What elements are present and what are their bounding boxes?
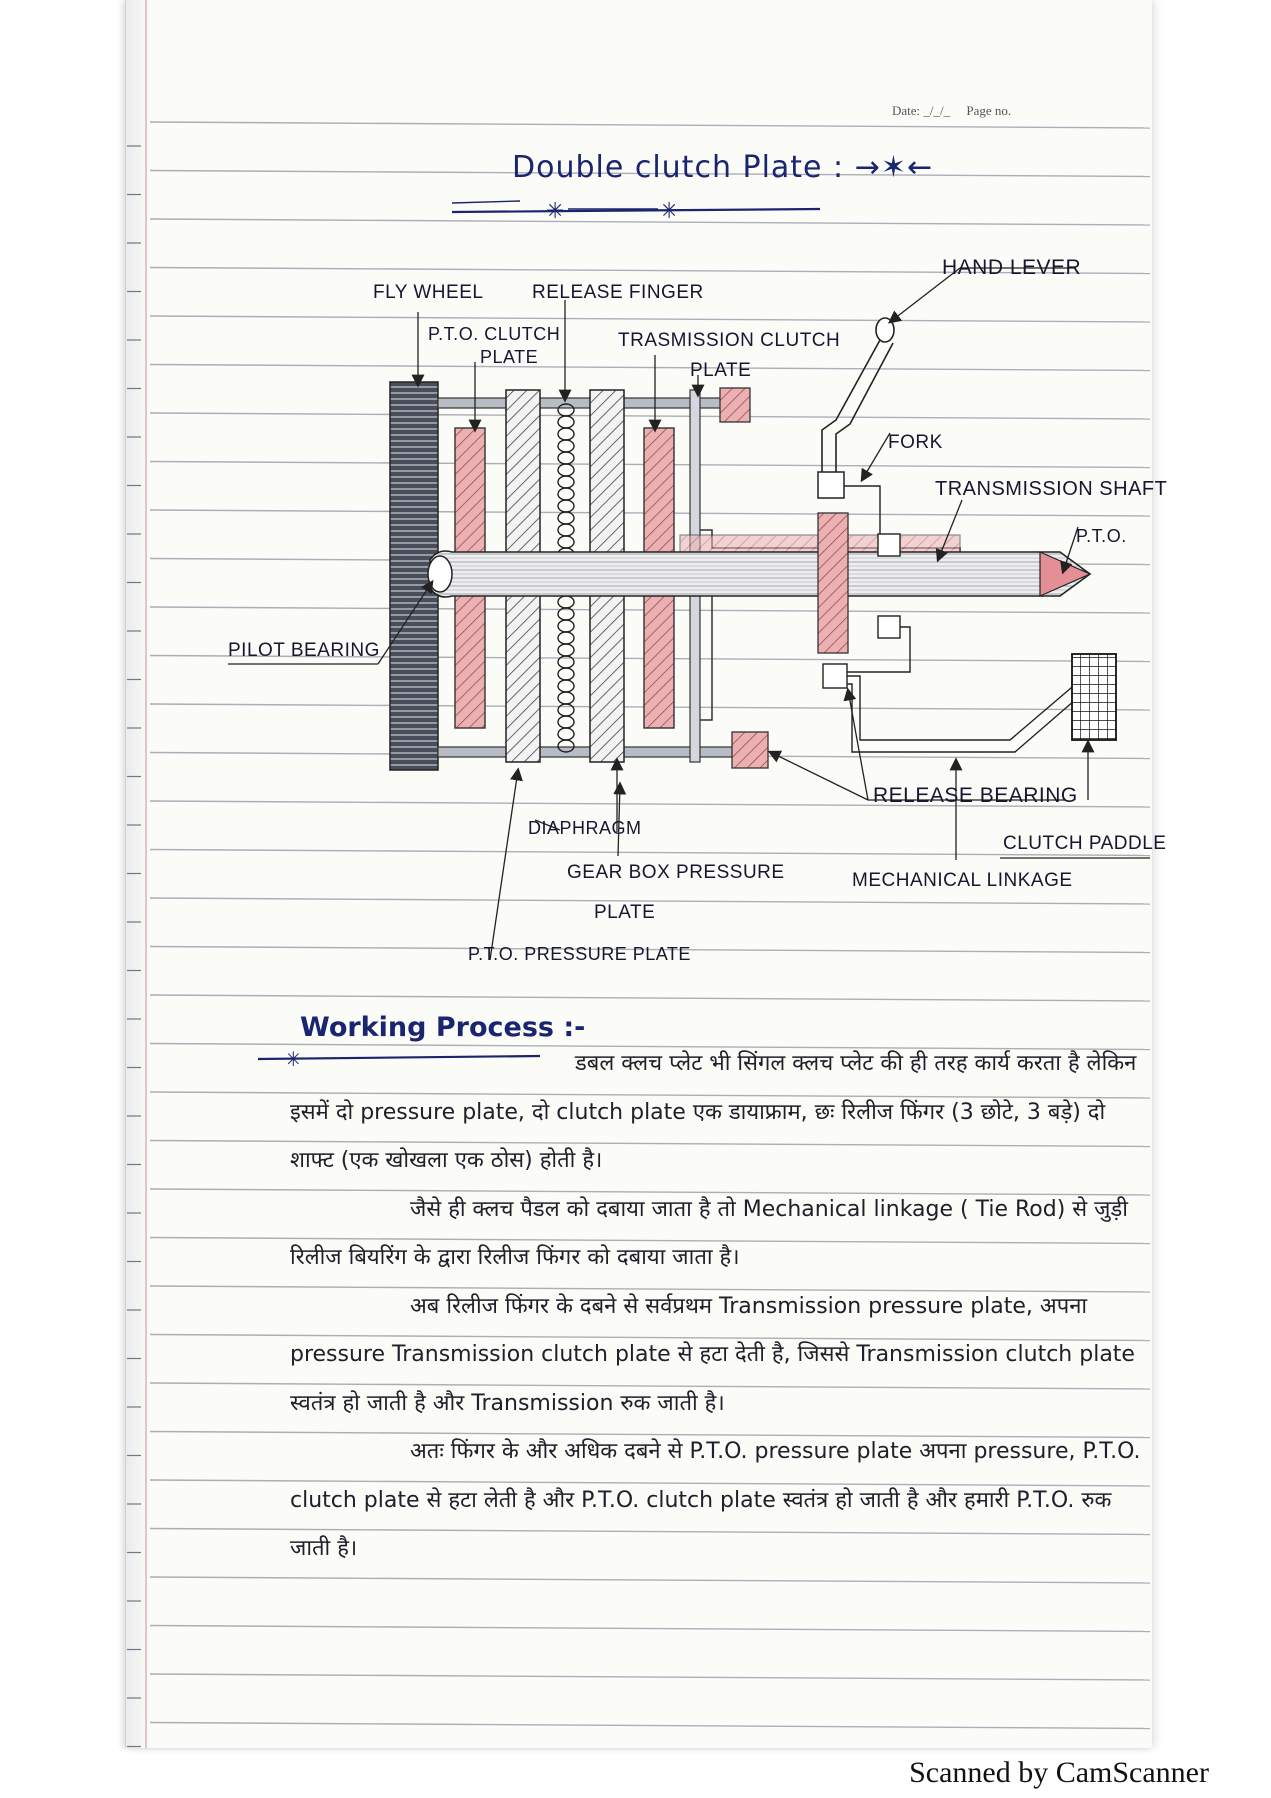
label-pto: P.T.O.	[1076, 526, 1127, 546]
label-fork: FORK	[888, 432, 943, 453]
label-diaphragm: DIAPHRAGM	[528, 818, 642, 838]
label-transmission-shaft: TRANSMISSION SHAFT	[935, 478, 1168, 500]
paragraph-3: अब रिलीज फिंगर के दबने से सर्वप्रथम Transmission pressure plate, अपना pressure Transmission clutch plate से हटा देती है, जिससे Transmission clutch plate स्वतंत्र हो जाती है और Transmission रुक जाती है।	[290, 1293, 1135, 1416]
svg-text:✳: ✳	[285, 1047, 302, 1071]
label-pto-clutch-plate-1: P.T.O. CLUTCH	[428, 324, 561, 344]
page-number-label: Page no.	[966, 103, 1012, 118]
label-transmission-clutch-1: TRASMISSION CLUTCH	[618, 330, 841, 351]
working-process-heading: Working Process :-	[300, 1012, 586, 1043]
paragraph	[290, 1040, 1150, 1186]
label-pto-clutch-plate-2: PLATE	[480, 347, 539, 367]
label-clutch-paddle: CLUTCH PADDLE	[1003, 833, 1167, 854]
paragraph	[290, 1186, 1150, 1283]
working-process-body	[290, 1040, 1150, 1574]
label-transmission-clutch-2: PLATE	[690, 360, 752, 381]
label-release-finger: RELEASE FINGER	[532, 282, 704, 303]
label-pto-pressure-plate: P.T.O. PRESSURE PLATE	[468, 944, 691, 964]
page-title: Double clutch Plate : →✶←	[512, 150, 934, 185]
label-release-bearing: RELEASE BEARING	[873, 784, 1078, 807]
label-gear-box-pressure-2: PLATE	[594, 902, 656, 923]
label-gear-box-pressure-1: GEAR BOX PRESSURE	[567, 862, 785, 883]
paragraph-2: जैसे ही क्लच पैडल को दबाया जाता है तो Mechanical linkage ( Tie Rod) से जुड़ी रिलीज बियरिंग के द्वारा रिलीज फिंगर को दबाया जाता है।	[290, 1196, 1128, 1270]
label-pilot-bearing: PILOT BEARING	[228, 640, 380, 661]
label-hand-lever: HAND LEVER	[942, 256, 1082, 279]
paragraph-1: डबल क्लच प्लेट भी सिंगल क्लच प्लेट की ही तरह कार्य करता है लेकिन इसमें दो pressure plate, दो clutch plate एक डायाफ्राम, छः रिलीज फिंगर (3 छोटे, 3 बड़े) दो शाफ्ट (एक खोखला एक ठोस) होती है।	[290, 1051, 1137, 1173]
paragraph	[290, 1283, 1150, 1429]
paragraph	[290, 1428, 1150, 1574]
svg-text:✳: ✳	[660, 199, 679, 224]
scanner-watermark: Scanned by CamScanner	[909, 1756, 1209, 1789]
svg-text:✳: ✳	[546, 199, 565, 224]
date-label: Date: _/_/_	[892, 103, 951, 118]
label-fly-wheel: FLY WHEEL	[373, 282, 484, 303]
label-mechanical-linkage: MECHANICAL LINKAGE	[852, 870, 1073, 891]
paragraph-4: अतः फिंगर के और अधिक दबने से P.T.O. pressure plate अपना pressure, P.T.O. clutch plate से हटा लेती है और P.T.O. clutch plate स्वतंत्र हो जाती है और हमारी P.T.O. रुक जाती है।	[290, 1439, 1141, 1561]
